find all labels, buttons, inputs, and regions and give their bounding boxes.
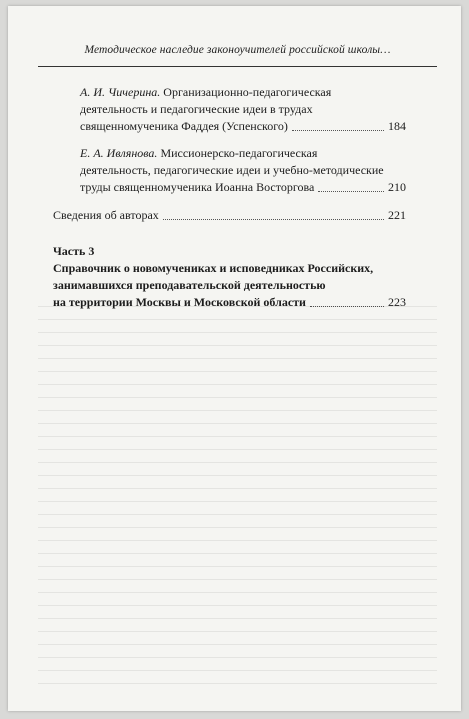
leader-dots [318, 190, 384, 192]
part-label: Часть 3 [53, 244, 95, 258]
entry-title-line1: Организационно-педагогическая [163, 85, 332, 99]
show-through-text [38, 306, 437, 691]
entry-title: Сведения об авторах [53, 208, 159, 222]
entry-page-number: 210 [388, 180, 406, 194]
toc-entry-part3[interactable] [53, 243, 406, 311]
leader-dots [292, 129, 384, 131]
toc-entry-chicherina[interactable] [80, 84, 406, 135]
part-title-line1: Справочник о новомучениках и исповедниках Российских, [53, 261, 374, 275]
leader-dots [163, 218, 384, 220]
entry-title-line2: деятельность и педагогические идеи в трудах [80, 102, 313, 116]
running-header: Методическое наследие законоучителей российской школы… [84, 44, 391, 56]
entry-title-line2: деятельность, педагогические идеи и учебно-методические [80, 163, 384, 177]
leader-dots [310, 305, 384, 307]
entry-page-number: 223 [388, 295, 406, 309]
entry-title-line3: священномученика Фаддея (Успенского) [80, 119, 288, 133]
entry-title-line1: Миссионерско-педагогическая [160, 146, 318, 160]
entry-author: Е. А. Ивлянова. [80, 146, 158, 160]
header-rule [38, 66, 437, 67]
part-title-line3: на территории Москвы и Московской области [53, 295, 306, 309]
entry-author: А. И. Чичерина. [80, 85, 161, 99]
toc-entry-authors-info[interactable] [53, 207, 406, 224]
entry-page-number: 184 [388, 119, 406, 133]
book-page [8, 6, 461, 711]
part-title-line2: занимавшихся преподавательской деятельностью [53, 278, 326, 292]
toc-entry-ivlyanova[interactable] [80, 145, 406, 196]
entry-page-number: 221 [388, 208, 406, 222]
entry-title-line3: труды священномученика Иоанна Восторгова [80, 180, 315, 194]
